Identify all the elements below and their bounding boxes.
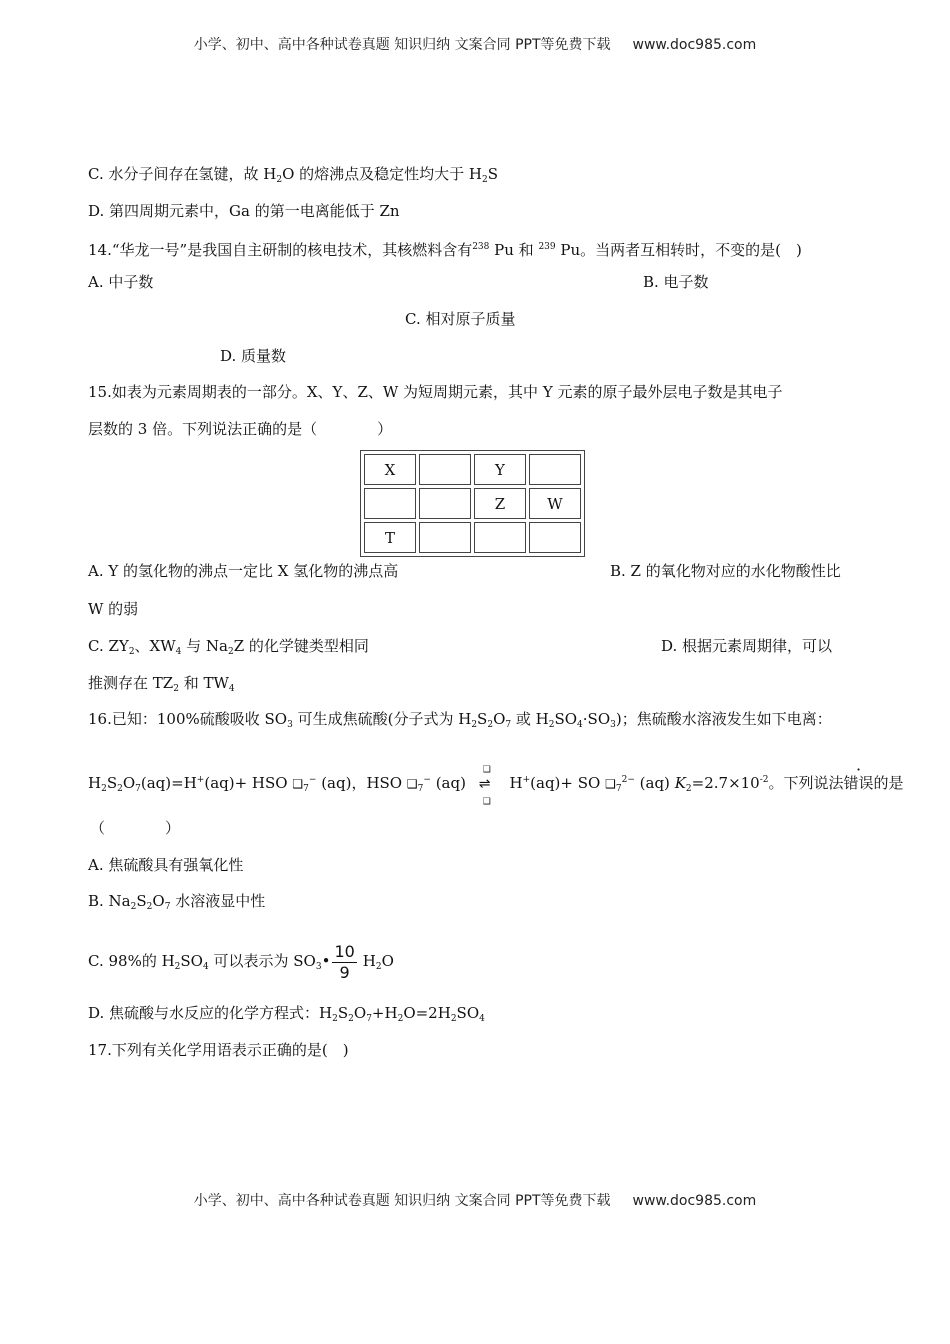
table-cell: Z [474,488,526,519]
q16-option-b: B. $Na_2S_2O_7$ 水溶液显中性 [88,892,266,912]
placeholder-box-icon: ❑ [406,777,418,791]
q15-stem-line1: 15.如表为元素周期表的一部分。X、Y、Z、W 为短周期元素，其中 Y 元素的原子最外层电子数是其电子 [88,383,783,401]
q15-option-d: D. 根据元素周期律，可以 [661,637,833,655]
q14-option-c: C. 相对原子质量 [405,310,516,328]
q16-answer-paren: （ ） [90,819,181,837]
placeholder-box-icon: ❑ [605,777,616,791]
placeholder-box-icon: ❑ [292,777,304,791]
q14-option-d: D. 质量数 [220,347,287,365]
q15-stem-line2: 层数的 3 倍。下列说法正确的是（ ） [88,420,393,438]
table-cell [474,522,526,553]
q13-option-d: D. 第四周期元素中，Ga 的第一电离能低于 Zn [88,202,400,220]
table-cell [529,522,581,553]
table-row [364,522,581,553]
page-footer [0,1190,950,1210]
table-cell [529,454,581,485]
q14-option-b: B. 电子数 [643,273,709,291]
periodic-table-fragment [360,450,585,557]
table-cell: X [364,454,416,485]
q15-option-b: B. Z 的氧化物对应的水化物酸性比 [610,562,841,580]
equilibrium-arrow-icon: ❑ ⇌ ❑ [478,765,491,807]
q15-option-d-cont: 推测存在 $TZ_2$ 和 $TW_4$ [88,674,235,694]
q17-stem: 17.下列有关化学用语表示正确的是( ) [88,1041,349,1059]
table-cell: Y [474,454,526,485]
footer-url[interactable]: www.doc985.com [632,1193,757,1209]
q14-stem: 14.“华龙一号”是我国自主研制的核电技术，其核燃料含有$^{238}$ Pu 和 $^{239}$ Pu。当两者互相转时，不变的是( ) [88,241,802,259]
q15-option-c: C. $ZY_2$、$XW_4$ 与 $Na_2Z$ 的化学键类型相同 [88,637,369,657]
table-cell [419,454,471,485]
header-text: 小学、初中、高中各种试卷真题 知识归纳 文案合同 PPT等免费下载 [193,37,611,53]
q16-option-d: D. 焦硫酸与水反应的化学方程式：$H_2S_2O_7+H_2O=2H_2SO_4$ [88,1004,485,1024]
q16-stem: 16.已知：100%硫酸吸收 $SO_3$ 可生成焦硫酸(分子式为 $H_2S_2O_7$ 或 $H_2SO_4\cdot SO_3$)；焦硫酸水溶液发生如下电离： [88,710,832,730]
table-cell: W [529,488,581,519]
q13-option-c: C. 水分子间存在氢键，故 $H_2O$ 的熔沸点及稳定性均大于 $H_2S$ [88,165,499,185]
table-cell [419,488,471,519]
table-cell [419,522,471,553]
table-row [364,454,581,485]
q14-option-a: A. 中子数 [88,273,154,291]
table-cell: T [364,522,416,553]
q16-option-a: A. 焦硫酸具有强氧化性 [88,856,244,874]
q15-option-a: A. Y 的氢化物的沸点一定比 X 氢化物的沸点高 [88,562,399,580]
table-cell [364,488,416,519]
emphasis-wrong: 错误 [843,774,874,792]
q16-equation: $H_2S_2O_7(aq)=H^+(aq)+$ HSO $❑_7^-$ (aq)，HSO $❑_7^-$ (aq) ❑ ⇌ ❑ H+(aq)+ SO $❑_7^{2-}$ (aq) $K_2=2.7\times 10^{-2}$。下列说法错误的是 [88,765,904,807]
header-url[interactable]: www.doc985.com [632,37,757,53]
table-row [364,488,581,519]
footer-text: 小学、初中、高中各种试卷真题 知识归纳 文案合同 PPT等免费下载 [193,1193,611,1209]
q15-option-b-cont: W 的弱 [88,600,139,618]
fraction: $\frac{10}{9}$ [334,941,355,982]
q16-option-c: C. 98%的 $H_2SO_4$ 可以表示为 $SO_3•$ $\frac{10}{9}$ $H_2O$ [88,941,394,982]
page-header [0,34,950,54]
